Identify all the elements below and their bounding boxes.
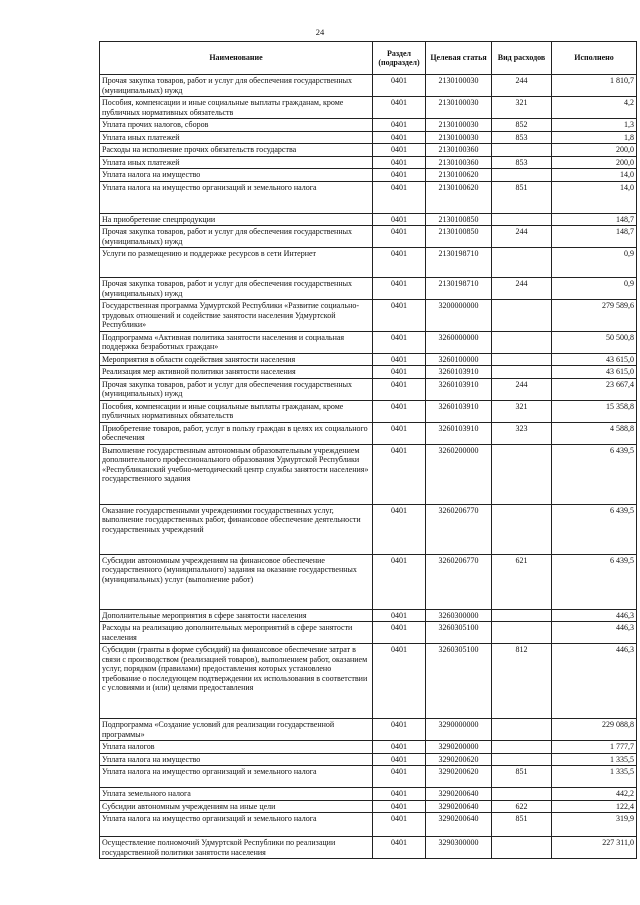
- cell-name: Пособия, компенсации и иные социальные выплаты гражданам, кроме публичных нормативных обязательств: [100, 97, 373, 119]
- cell-section: 0401: [373, 813, 426, 837]
- cell-section: 0401: [373, 753, 426, 766]
- cell-section: 0401: [373, 609, 426, 622]
- cell-type: 853: [492, 131, 552, 144]
- cell-section: 0401: [373, 181, 426, 213]
- cell-name: Подпрограмма «Активная политика занятости населения и социальная поддержка безработных граждан»: [100, 331, 373, 353]
- cell-value: 6 439,5: [552, 444, 637, 504]
- cell-target: 2130100030: [426, 131, 492, 144]
- cell-target: 3260000000: [426, 331, 492, 353]
- table-row: [100, 422, 637, 444]
- cell-value: 122,4: [552, 800, 637, 813]
- cell-type: [492, 504, 552, 554]
- cell-type: [492, 719, 552, 741]
- cell-section: 0401: [373, 719, 426, 741]
- cell-target: 2130100620: [426, 181, 492, 213]
- cell-name: Прочая закупка товаров, работ и услуг для обеспечения государственных (муниципальных) нужд: [100, 75, 373, 97]
- cell-value: 148,7: [552, 226, 637, 248]
- cell-section: 0401: [373, 422, 426, 444]
- cell-section: 0401: [373, 504, 426, 554]
- table-row: [100, 119, 637, 132]
- cell-name: Расходы на реализацию дополнительных мероприятий в сфере занятости населения: [100, 622, 373, 644]
- cell-value: 200,0: [552, 144, 637, 157]
- cell-target: 3260103910: [426, 400, 492, 422]
- cell-name: На приобретение спецпродукции: [100, 213, 373, 226]
- cell-type: [492, 300, 552, 332]
- cell-type: 321: [492, 97, 552, 119]
- table-row: [100, 156, 637, 169]
- header-target: Целевая статья: [426, 42, 492, 75]
- cell-name: Выполнение государственным автономным образовательным учреждением дополнительного профессионального образования Удмуртской Республики «Республиканский учебно-методический центр службы занятости населения» государственного задания: [100, 444, 373, 504]
- cell-value: 50 500,8: [552, 331, 637, 353]
- cell-type: 622: [492, 800, 552, 813]
- cell-type: 244: [492, 278, 552, 300]
- table-row: [100, 644, 637, 719]
- table-row: [100, 753, 637, 766]
- cell-type: 244: [492, 226, 552, 248]
- cell-section: 0401: [373, 366, 426, 379]
- header-type: Вид расходов: [492, 42, 552, 75]
- table-row: [100, 226, 637, 248]
- cell-section: 0401: [373, 75, 426, 97]
- cell-section: 0401: [373, 353, 426, 366]
- cell-value: 148,7: [552, 213, 637, 226]
- cell-value: 15 358,8: [552, 400, 637, 422]
- table-row: [100, 353, 637, 366]
- table-row: [100, 331, 637, 353]
- cell-section: 0401: [373, 622, 426, 644]
- cell-section: 0401: [373, 156, 426, 169]
- cell-section: 0401: [373, 331, 426, 353]
- cell-target: 3260206770: [426, 504, 492, 554]
- cell-value: 319,9: [552, 813, 637, 837]
- cell-type: [492, 169, 552, 182]
- cell-type: 851: [492, 766, 552, 788]
- cell-value: 1 335,5: [552, 766, 637, 788]
- cell-section: 0401: [373, 213, 426, 226]
- page-number: 24: [315, 27, 325, 37]
- cell-section: 0401: [373, 169, 426, 182]
- cell-type: [492, 609, 552, 622]
- cell-name: Уплата налога на имущество: [100, 169, 373, 182]
- cell-name: Уплата прочих налогов, сборов: [100, 119, 373, 132]
- cell-type: [492, 144, 552, 157]
- cell-section: 0401: [373, 119, 426, 132]
- cell-type: 853: [492, 156, 552, 169]
- cell-target: 2130100620: [426, 169, 492, 182]
- cell-target: 3200000000: [426, 300, 492, 332]
- header-name: Наименование: [100, 42, 373, 75]
- cell-target: 2130198710: [426, 278, 492, 300]
- cell-target: 2130100030: [426, 97, 492, 119]
- cell-type: [492, 741, 552, 754]
- cell-target: 3290200640: [426, 788, 492, 801]
- cell-type: 323: [492, 422, 552, 444]
- cell-name: Субсидии автономным учреждениям на финансовое обеспечение государственного (муниципального) задания на оказание государственных (муниципальных) услуг (выполнение работ): [100, 554, 373, 609]
- cell-type: 852: [492, 119, 552, 132]
- table-row: [100, 131, 637, 144]
- table-row: [100, 75, 637, 97]
- cell-name: Реализация мер активной политики занятости населения: [100, 366, 373, 379]
- cell-type: [492, 837, 552, 859]
- cell-target: 3260200000: [426, 444, 492, 504]
- table-row: [100, 213, 637, 226]
- cell-name: Пособия, компенсации и иные социальные выплаты гражданам, кроме публичных нормативных обязательств: [100, 400, 373, 422]
- cell-type: 321: [492, 400, 552, 422]
- cell-value: 0,9: [552, 248, 637, 278]
- table-row: [100, 400, 637, 422]
- cell-target: 3260305100: [426, 644, 492, 719]
- table-row: [100, 248, 637, 278]
- table-row: [100, 97, 637, 119]
- table-row: [100, 766, 637, 788]
- cell-section: 0401: [373, 766, 426, 788]
- cell-section: 0401: [373, 300, 426, 332]
- cell-name: Мероприятия в области содействия занятости населения: [100, 353, 373, 366]
- cell-name: Прочая закупка товаров, работ и услуг для обеспечения государственных (муниципальных) нужд: [100, 378, 373, 400]
- cell-target: 3290000000: [426, 719, 492, 741]
- cell-type: [492, 753, 552, 766]
- table-header-row: [100, 42, 637, 75]
- cell-section: 0401: [373, 554, 426, 609]
- cell-type: [492, 444, 552, 504]
- cell-name: Приобретение товаров, работ, услуг в пользу граждан в целях их социального обеспечения: [100, 422, 373, 444]
- cell-name: Уплата налога на имущество организаций и земельного налога: [100, 766, 373, 788]
- cell-name: Субсидии (гранты в форме субсидий) на финансовое обеспечение затрат в связи с производством (реализацией товаров), выполнением работ, оказанием услуг, порядком (правилами) предоставления которых установлено требование о последующем подтверждении их использования в соответствии с условиями и (или) целями предоставления: [100, 644, 373, 719]
- cell-section: 0401: [373, 400, 426, 422]
- cell-target: 3260305100: [426, 622, 492, 644]
- cell-value: 229 088,8: [552, 719, 637, 741]
- cell-name: Расходы на исполнение прочих обязательств государства: [100, 144, 373, 157]
- cell-section: 0401: [373, 131, 426, 144]
- table-row: [100, 788, 637, 801]
- table-row: [100, 181, 637, 213]
- cell-value: 43 615,0: [552, 353, 637, 366]
- cell-type: 621: [492, 554, 552, 609]
- cell-target: 3260100000: [426, 353, 492, 366]
- cell-name: Оказание государственными учреждениями государственных услуг, выполнение государственных работ, финансовое обеспечение деятельности государственных учреждений: [100, 504, 373, 554]
- cell-type: 851: [492, 181, 552, 213]
- cell-target: 3290200640: [426, 813, 492, 837]
- cell-value: 446,3: [552, 609, 637, 622]
- cell-name: Дополнительные мероприятия в сфере занятости населения: [100, 609, 373, 622]
- cell-name: Уплата налогов: [100, 741, 373, 754]
- cell-name: Государственная программа Удмуртской Республики «Развитие социально-трудовых отношений и содействие занятости населения Удмуртской Республики»: [100, 300, 373, 332]
- cell-type: 244: [492, 378, 552, 400]
- cell-type: [492, 366, 552, 379]
- cell-name: Уплата налога на имущество организаций и земельного налога: [100, 813, 373, 837]
- cell-value: 14,0: [552, 169, 637, 182]
- table-row: [100, 300, 637, 332]
- table-row: [100, 366, 637, 379]
- cell-target: 3260300000: [426, 609, 492, 622]
- table-row: [100, 622, 637, 644]
- cell-value: 227 311,0: [552, 837, 637, 859]
- cell-value: 14,0: [552, 181, 637, 213]
- cell-value: 1 335,5: [552, 753, 637, 766]
- table-row: [100, 813, 637, 837]
- cell-section: 0401: [373, 248, 426, 278]
- cell-value: 442,2: [552, 788, 637, 801]
- cell-name: Уплата налога на имущество: [100, 753, 373, 766]
- expenditure-table: [99, 41, 637, 859]
- cell-value: 279 589,6: [552, 300, 637, 332]
- cell-type: 812: [492, 644, 552, 719]
- cell-value: 23 667,4: [552, 378, 637, 400]
- cell-value: 4 588,8: [552, 422, 637, 444]
- table-row: [100, 444, 637, 504]
- cell-section: 0401: [373, 278, 426, 300]
- table-row: [100, 378, 637, 400]
- cell-type: 244: [492, 75, 552, 97]
- cell-name: Подпрограмма «Создание условий для реализации государственной программы»: [100, 719, 373, 741]
- cell-type: 851: [492, 813, 552, 837]
- cell-name: Прочая закупка товаров, работ и услуг для обеспечения государственных (муниципальных) нужд: [100, 278, 373, 300]
- cell-target: 3290200640: [426, 800, 492, 813]
- cell-section: 0401: [373, 644, 426, 719]
- cell-section: 0401: [373, 788, 426, 801]
- cell-target: 2130100360: [426, 144, 492, 157]
- table-row: [100, 609, 637, 622]
- cell-section: 0401: [373, 226, 426, 248]
- cell-target: 3290300000: [426, 837, 492, 859]
- table-row: [100, 278, 637, 300]
- cell-name: Уплата налога на имущество организаций и земельного налога: [100, 181, 373, 213]
- table-row: [100, 837, 637, 859]
- cell-target: 3260103910: [426, 366, 492, 379]
- cell-name: Осуществление полномочий Удмуртской Республики по реализации государственной политики занятости населения: [100, 837, 373, 859]
- cell-target: 3290200620: [426, 766, 492, 788]
- cell-value: 6 439,5: [552, 554, 637, 609]
- cell-name: Уплата иных платежей: [100, 131, 373, 144]
- table-row: [100, 169, 637, 182]
- cell-type: [492, 353, 552, 366]
- table-row: [100, 800, 637, 813]
- cell-value: 43 615,0: [552, 366, 637, 379]
- table-row: [100, 554, 637, 609]
- cell-section: 0401: [373, 741, 426, 754]
- cell-type: [492, 788, 552, 801]
- cell-target: 2130100850: [426, 226, 492, 248]
- cell-target: 2130100030: [426, 75, 492, 97]
- cell-name: Услуги по размещению и поддержке ресурсов в сети Интернет: [100, 248, 373, 278]
- cell-value: 4,2: [552, 97, 637, 119]
- cell-target: 2130100850: [426, 213, 492, 226]
- cell-section: 0401: [373, 444, 426, 504]
- cell-target: 2130100360: [426, 156, 492, 169]
- cell-name: Прочая закупка товаров, работ и услуг для обеспечения государственных (муниципальных) нужд: [100, 226, 373, 248]
- cell-section: 0401: [373, 800, 426, 813]
- header-executed: Исполнено: [552, 42, 637, 75]
- cell-type: [492, 248, 552, 278]
- cell-target: 3290200620: [426, 753, 492, 766]
- cell-section: 0401: [373, 837, 426, 859]
- cell-value: 446,3: [552, 622, 637, 644]
- cell-target: 3260206770: [426, 554, 492, 609]
- table-body: [100, 75, 637, 859]
- cell-target: 2130100030: [426, 119, 492, 132]
- cell-value: 1 777,7: [552, 741, 637, 754]
- table-row: [100, 741, 637, 754]
- cell-section: 0401: [373, 144, 426, 157]
- cell-type: [492, 622, 552, 644]
- cell-target: 3260103910: [426, 422, 492, 444]
- cell-value: 1,8: [552, 131, 637, 144]
- cell-type: [492, 331, 552, 353]
- cell-target: 3290200000: [426, 741, 492, 754]
- cell-value: 446,3: [552, 644, 637, 719]
- header-section: Раздел (подраздел): [373, 42, 426, 75]
- cell-value: 6 439,5: [552, 504, 637, 554]
- cell-name: Уплата земельного налога: [100, 788, 373, 801]
- cell-type: [492, 213, 552, 226]
- cell-section: 0401: [373, 97, 426, 119]
- table-row: [100, 504, 637, 554]
- cell-section: 0401: [373, 378, 426, 400]
- table-row: [100, 719, 637, 741]
- cell-name: Субсидии автономным учреждениям на иные цели: [100, 800, 373, 813]
- table-row: [100, 144, 637, 157]
- cell-name: Уплата иных платежей: [100, 156, 373, 169]
- cell-value: 1,3: [552, 119, 637, 132]
- cell-value: 200,0: [552, 156, 637, 169]
- cell-value: 0,9: [552, 278, 637, 300]
- cell-target: 2130198710: [426, 248, 492, 278]
- cell-value: 1 810,7: [552, 75, 637, 97]
- cell-target: 3260103910: [426, 378, 492, 400]
